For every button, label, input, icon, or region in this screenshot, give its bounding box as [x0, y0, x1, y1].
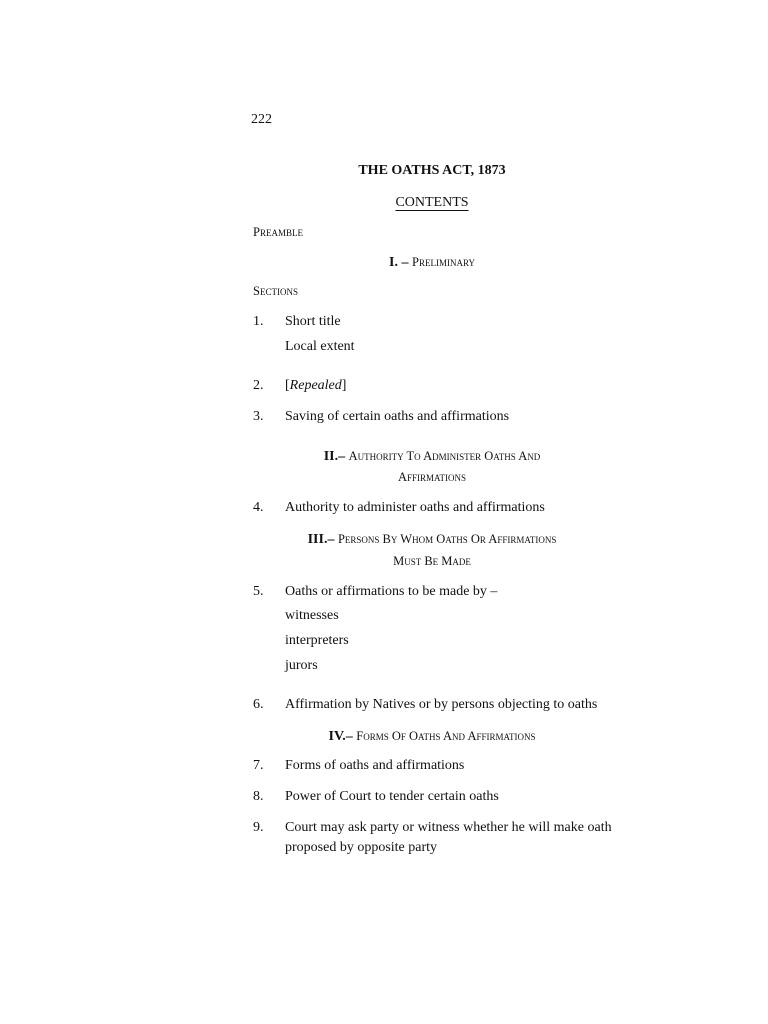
- entry-text: Local extent: [285, 339, 355, 354]
- entry-number: 7.: [253, 758, 264, 773]
- bracket-open: [: [285, 378, 290, 393]
- entry-text: Saving of certain oaths and affirmations: [285, 409, 510, 424]
- chapter-heading-1: [0, 253, 768, 272]
- entry-number: 1.: [253, 314, 264, 329]
- entry-text: Court may ask party or witness whether he will make oath: [285, 820, 612, 835]
- chapter-number: II.–: [323, 449, 349, 464]
- entry-text: witnesses: [285, 608, 339, 623]
- chapter-heading-4: [0, 727, 768, 746]
- chapter-heading-2: [0, 447, 768, 466]
- contents-heading: [0, 194, 768, 212]
- chapter-number: III.–: [307, 532, 338, 547]
- chapter-title: Authority To Administer Oaths And: [348, 449, 541, 463]
- chapter-title: Preliminary: [412, 255, 475, 269]
- chapter-number: I. –: [389, 255, 412, 270]
- preamble-label: Preamble: [253, 225, 303, 239]
- contents-heading-text: CONTENTS: [395, 195, 469, 210]
- act-title: THE OATHS ACT, 1873: [358, 163, 506, 178]
- entry-text: Authority to administer oaths and affirmations: [285, 500, 545, 515]
- chapter-title: Persons By Whom Oaths Or Affirmations: [337, 532, 557, 546]
- entry-number: 8.: [253, 789, 264, 804]
- entry-text: Oaths or affirmations to be made by –: [285, 584, 498, 599]
- sections-label: Sections: [253, 284, 298, 298]
- entry-number: 9.: [253, 820, 264, 835]
- chapter-title-continued: Affirmations: [397, 470, 467, 484]
- page-number: 222: [251, 112, 272, 127]
- entry-number: 4.: [253, 500, 264, 515]
- entry-text: jurors: [285, 658, 318, 673]
- chapter-number: IV.–: [328, 729, 357, 744]
- entry-number: 3.: [253, 409, 264, 424]
- entry-text: [285, 377, 346, 395]
- bracket-close: ]: [341, 378, 347, 393]
- entry-text: Power of Court to tender certain oaths: [285, 789, 499, 804]
- chapter-title: Forms Of Oaths And Affirmations: [356, 729, 536, 743]
- chapter-heading-3: [0, 530, 768, 549]
- repealed-text: Repealed: [289, 378, 342, 393]
- entry-text: Forms of oaths and affirmations: [285, 758, 465, 773]
- entry-number: 6.: [253, 697, 264, 712]
- entry-number: 2.: [253, 378, 264, 393]
- entry-number: 5.: [253, 584, 264, 599]
- entry-text: Affirmation by Natives or by persons objecting to oaths: [285, 697, 598, 712]
- entry-text: Short title: [285, 314, 341, 329]
- entry-text: interpreters: [285, 633, 349, 648]
- chapter-title-continued: Must Be Made: [393, 554, 471, 568]
- entry-text: proposed by opposite party: [285, 840, 438, 855]
